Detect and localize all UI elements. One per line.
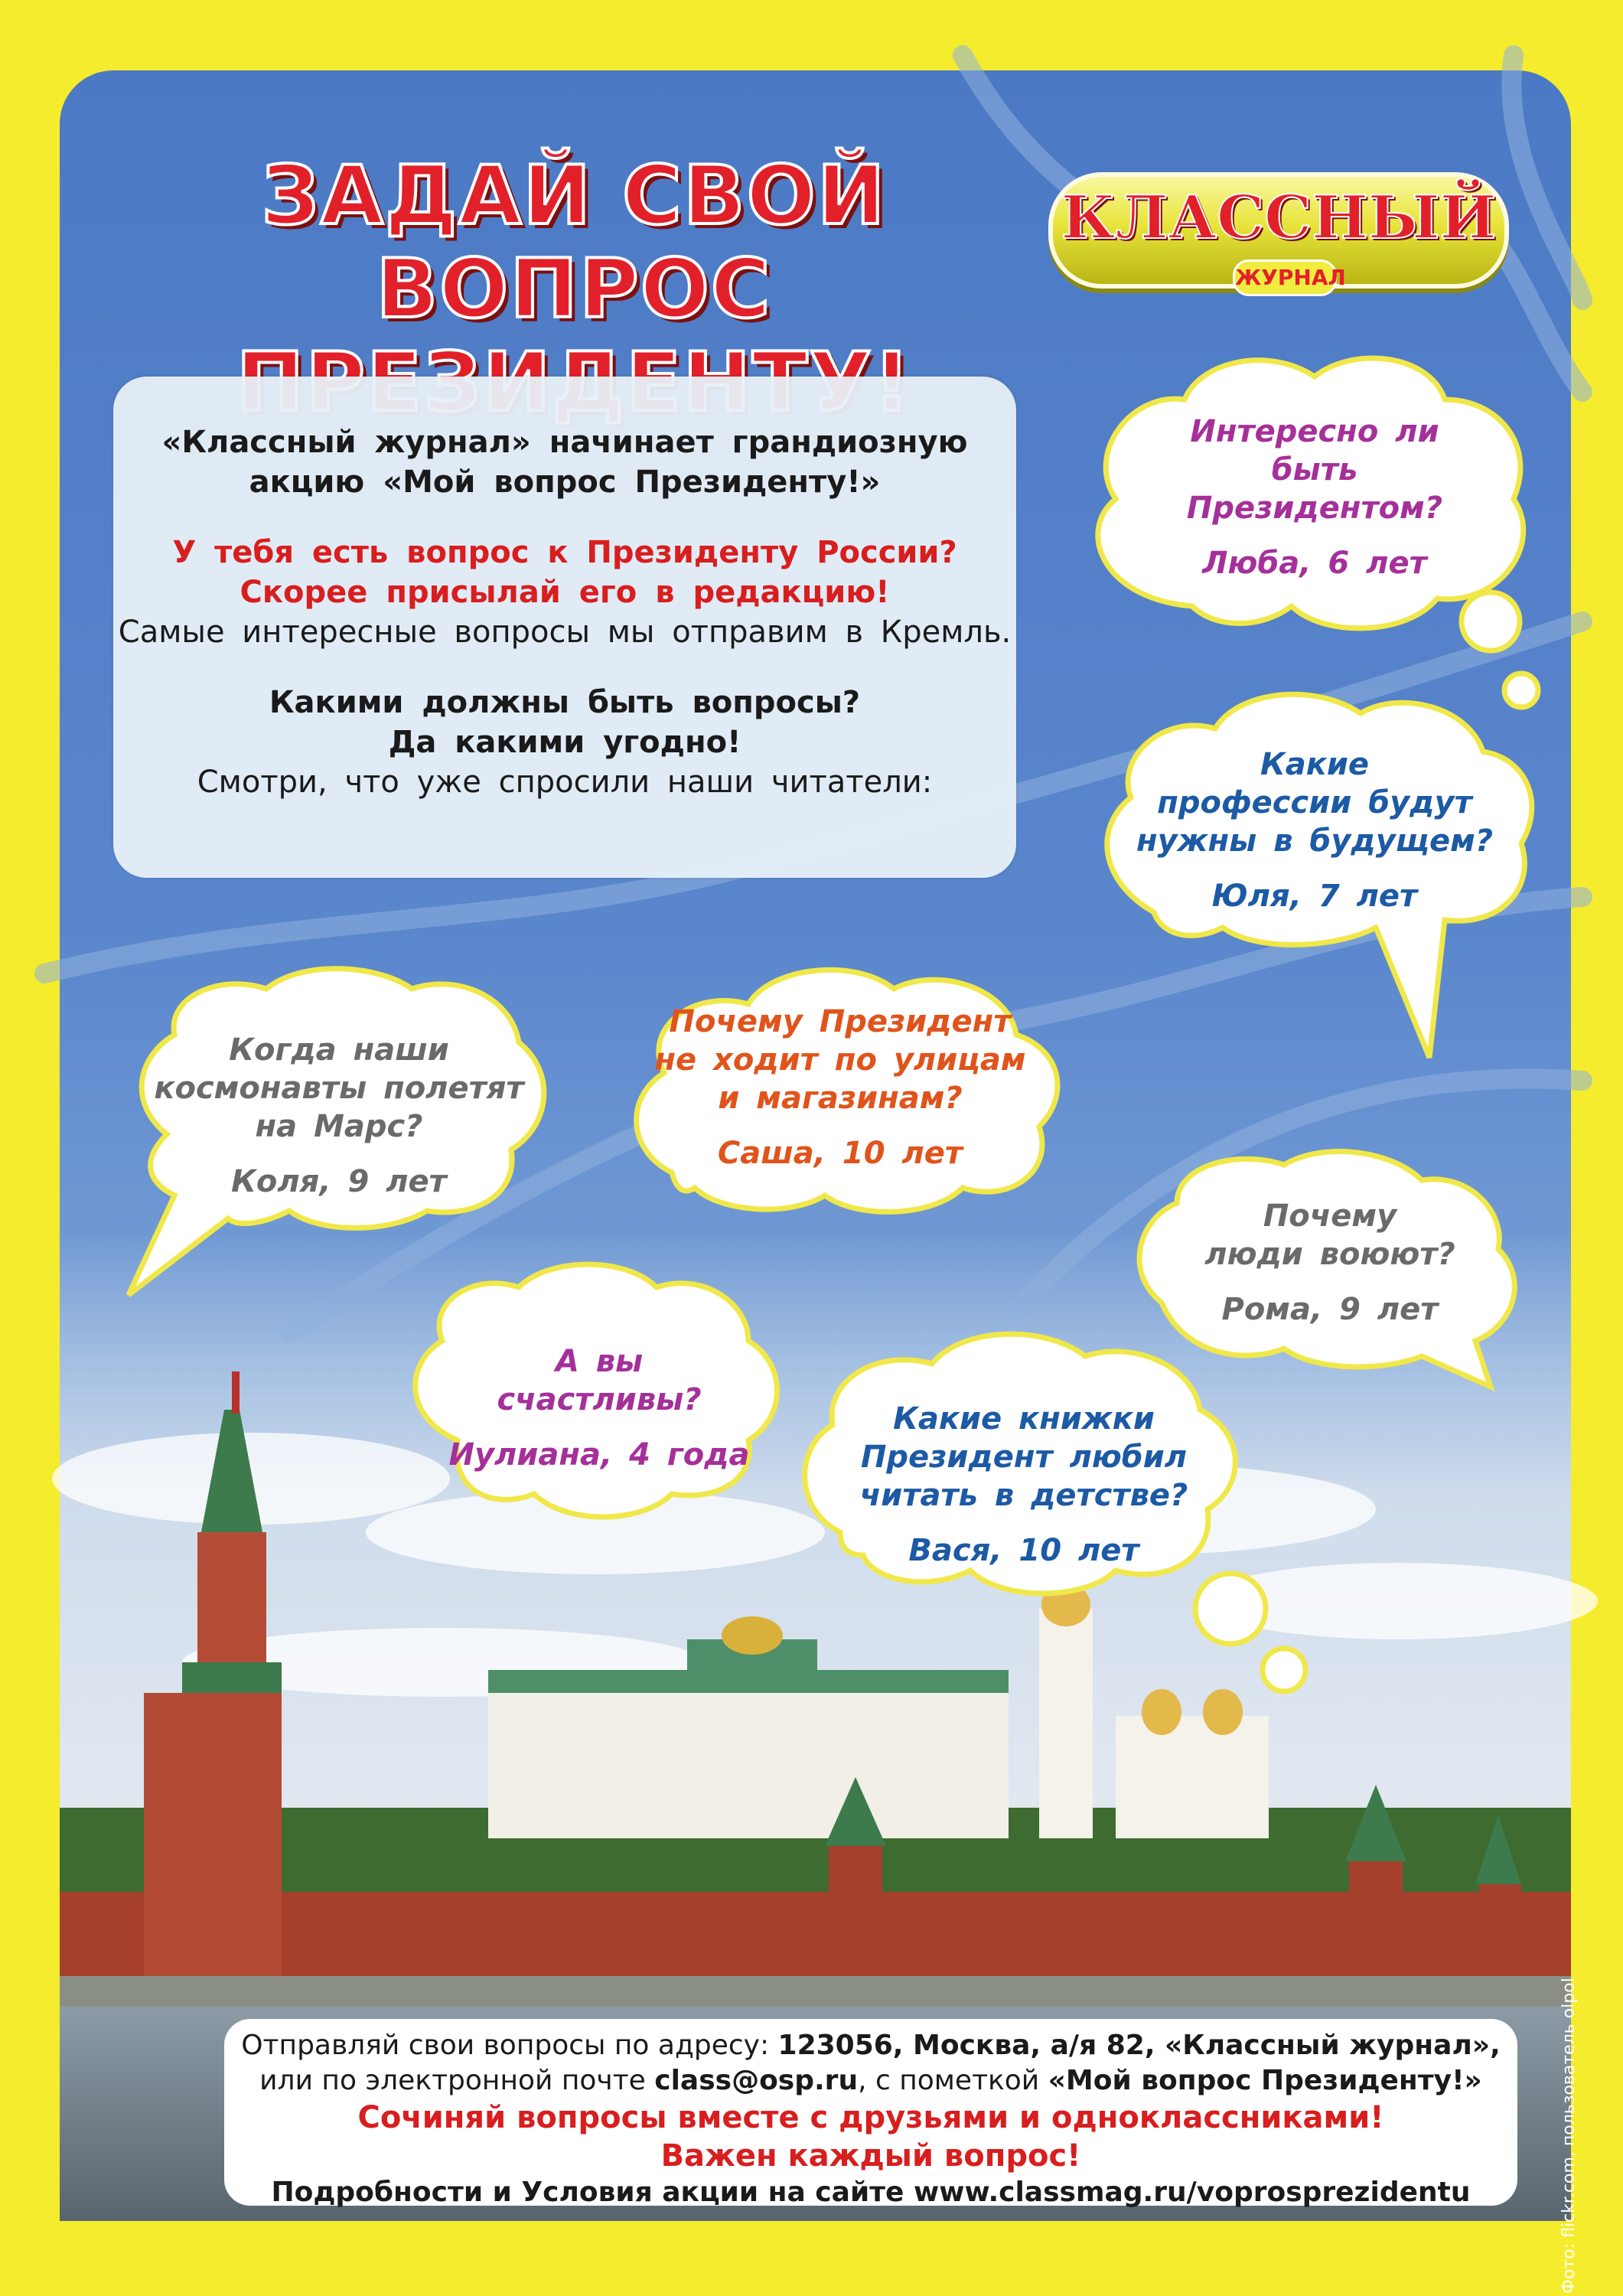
address-prefix: Отправляй свои вопросы по адресу: [241, 2030, 778, 2061]
bubble-tail-7 [1195, 1574, 1266, 1644]
palace-gold-dome [722, 1616, 783, 1655]
intro-heading-1: Какими должны быть вопросы? [269, 685, 861, 720]
bubble-tail-1 [1462, 592, 1520, 651]
intro-lead-2: акцию «Мой вопрос Президенту!» [249, 465, 881, 500]
bubble-4-line: Когда наши [229, 1032, 449, 1068]
intro-heading-2: Да какими угодно! [388, 725, 741, 760]
email-mid: , с пометкой [858, 2065, 1048, 2096]
cathedral [1116, 1716, 1269, 1838]
small-tower [1479, 1884, 1521, 1976]
bubble-3-line: не ходит по улицам [654, 1042, 1026, 1078]
address-line [224, 2028, 1517, 2063]
bubble-2-line: нужны в будущем? [1136, 823, 1494, 859]
photo-credit [1559, 1978, 1582, 2294]
bubble-1-author: Люба, 6 лет [1202, 546, 1427, 581]
vodovzvodnaya-tower [144, 1693, 282, 2014]
bubble-6-line: А вы [555, 1344, 644, 1379]
bubble-3-line: и магазинам? [718, 1081, 963, 1116]
email-link[interactable]: class@osp.ru [654, 2065, 859, 2096]
intro-lead-1: «Классный журнал» начинает грандиозную [161, 425, 968, 460]
intro-box [113, 377, 1016, 878]
intro-note: Самые интересные вопросы мы отправим в Кремль. [118, 615, 1012, 650]
email-line [224, 2063, 1517, 2099]
small-tower [1349, 1861, 1403, 1976]
tower-roof [182, 1662, 282, 1693]
magazine-logo [1048, 172, 1509, 289]
contact-box [224, 2019, 1517, 2206]
bubble-1-line: быть [1271, 452, 1358, 488]
cathedral-dome [1142, 1689, 1181, 1735]
bubble-6-author: Иулиана, 4 года [448, 1437, 750, 1473]
every-question-callout: Важен каждый вопрос! [660, 2138, 1081, 2174]
photo-credit-text: Фото: flickr.com, пользователь olpol [1559, 1978, 1579, 2294]
bubble-4-line: на Марс? [255, 1109, 423, 1144]
bell-tower [1039, 1609, 1093, 1838]
bubble-3-author: Саша, 10 лет [717, 1136, 963, 1171]
bubble-2-author: Юля, 7 лет [1211, 879, 1418, 914]
bubble-7-line: читать в детстве? [859, 1478, 1188, 1513]
bubble-7-line: Президент любил [860, 1440, 1188, 1475]
bubble-2 [1116, 745, 1514, 915]
bubble-2-line: профессии будут [1157, 785, 1472, 820]
postal-address: 123056, Москва, а/я 82, «Классный журнал», [777, 2030, 1501, 2061]
bubble-4-line: космонавты полетят [154, 1071, 524, 1106]
intro-question-2: Скорее присылай его в редакцию! [240, 575, 890, 610]
bubble-4-author: Коля, 9 лет [231, 1164, 447, 1199]
bubble-6-line: счастливы? [497, 1382, 702, 1417]
friends-callout: Сочиняй вопросы вместе с друзьями и одноклассниками! [357, 2100, 1384, 2135]
bubble-7-author: Вася, 10 лет [908, 1533, 1139, 1568]
bubble-2-line: Какие [1260, 747, 1369, 782]
embankment [60, 1976, 1571, 2007]
bubble-5-line: люди воюют? [1204, 1237, 1455, 1272]
bubble-5-author: Рома, 9 лет [1221, 1292, 1439, 1327]
bubble-7-line: Какие книжки [893, 1401, 1155, 1437]
bubble-4 [144, 1031, 534, 1201]
bubble-tail-1 [1504, 673, 1538, 707]
bubble-7 [825, 1400, 1223, 1570]
bubble-5-line: Почему [1263, 1199, 1397, 1234]
email-prefix: или по электронной почте [259, 2065, 655, 2096]
logo-tag: ЖУРНАЛ [1233, 259, 1337, 296]
bubble-5 [1162, 1197, 1498, 1329]
cathedral-dome [1203, 1689, 1243, 1735]
bubble-1-line: Интересно ли [1190, 414, 1439, 449]
title-line-1: ЗАДАЙ СВОЙ ВОПРОС [261, 148, 887, 336]
logo-name: КЛАССНЫЙ [1061, 183, 1497, 253]
small-tower [829, 1846, 882, 1976]
bubble-6 [427, 1342, 771, 1474]
intro-see: Смотри, что уже спросили наши читатели: [197, 765, 933, 800]
bubble-3-line: Почему Президент [669, 1004, 1012, 1039]
grand-palace [488, 1685, 1009, 1838]
kremlin-wall [60, 1892, 1571, 1976]
bubble-1-line: Президентом? [1186, 491, 1443, 526]
email-mark: «Мой вопрос Президенту!» [1048, 2065, 1482, 2096]
bubble-3 [641, 1003, 1039, 1172]
bubble-1 [1116, 413, 1514, 582]
intro-question-1: У тебя есть вопрос к Президенту России? [172, 535, 957, 570]
bubble-tail-7 [1263, 1649, 1305, 1691]
website-line[interactable]: Подробности и Условия акции на сайте www.classmag.ru/voprosprezidentu [271, 2177, 1471, 2208]
